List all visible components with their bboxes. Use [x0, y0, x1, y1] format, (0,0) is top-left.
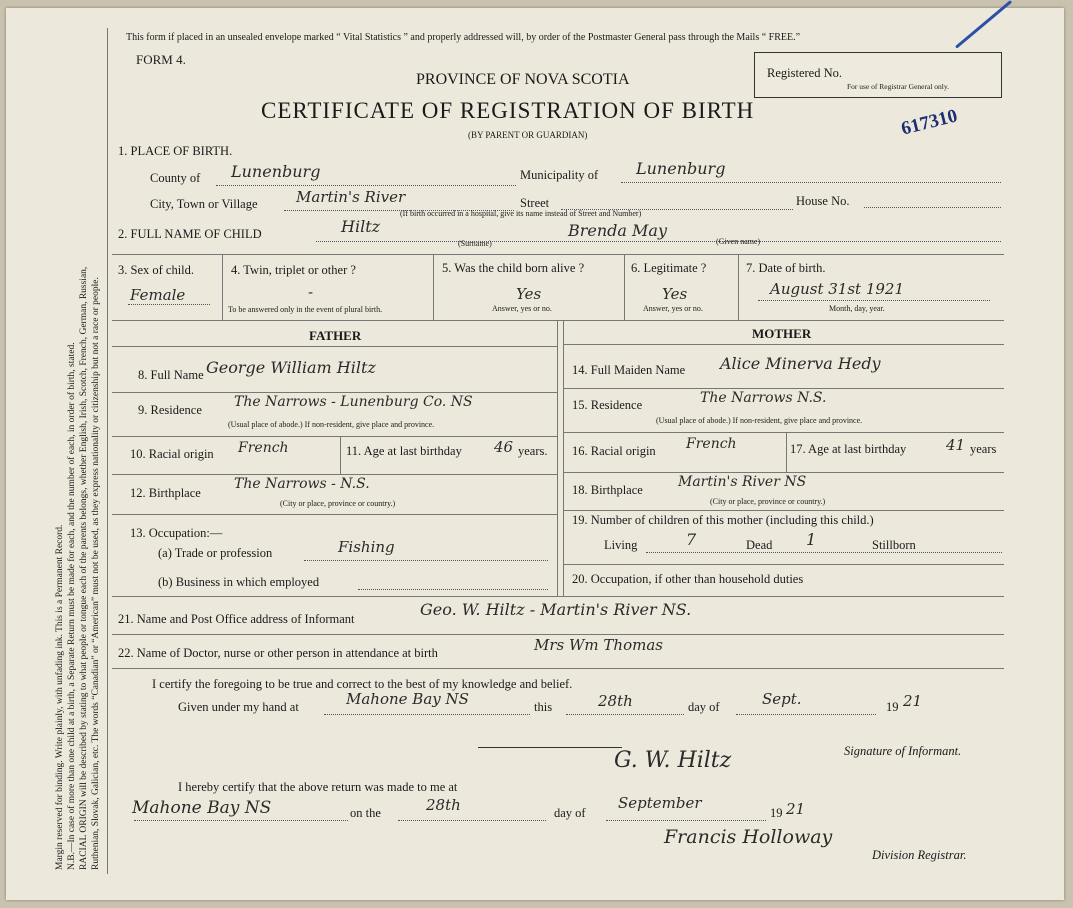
mother-residence-value: The Narrows N.S. — [700, 390, 827, 406]
margin-note-2: N.B.—In case of more than one child at a birth, a Separate Return must be made for each, and the number of each, in order of birth, stated. — [67, 342, 77, 870]
mother-race-value: French — [686, 436, 737, 452]
city-value: Martin's River — [296, 188, 406, 206]
children-label: 19. Number of children of this mother (including this child.) — [572, 513, 874, 527]
margin-rule — [107, 28, 108, 874]
dob-value: August 31st 1921 — [770, 280, 905, 298]
registrar-signature-label: Division Registrar. — [872, 848, 967, 862]
given-note: (Given name) — [716, 237, 761, 246]
surname-note: (Surname) — [458, 239, 492, 248]
registered-label: Registered No. — [767, 66, 842, 80]
trade-value: Fishing — [338, 538, 395, 556]
dob-label: 7. Date of birth. — [746, 261, 826, 275]
twin-value: - — [308, 283, 314, 301]
father-residence-label: 9. Residence — [138, 403, 202, 417]
informant-label: 21. Name and Post Office address of Informant — [118, 612, 355, 626]
legitimate-value: Yes — [662, 285, 688, 303]
margin-note-3: RACIAL ORIGIN will be described by stating to what people or tongue each of the parents belongs, whether English, Irish, Scotch, French, German, Russian, — [79, 266, 89, 870]
certify-day-value: 28th — [598, 692, 633, 710]
occupation-label: 13. Occupation:— — [130, 526, 223, 540]
certify-dayof-label: day of — [688, 700, 720, 714]
mother-birthplace-note: (City or place, province or country.) — [710, 497, 826, 506]
province-heading: PROVINCE OF NOVA SCOTIA — [416, 71, 630, 88]
mother-birthplace-label: 18. Birthplace — [572, 483, 643, 497]
mother-heading: MOTHER — [752, 326, 812, 341]
municipality-label: Municipality of — [520, 168, 599, 182]
business-label: (b) Business in which employed — [158, 575, 320, 589]
certificate-sheet — [6, 8, 1064, 900]
given-place-value: Mahone Bay NS — [346, 690, 469, 708]
father-residence-value: The Narrows - Lunenburg Co. NS — [234, 394, 473, 410]
registrar-note: For use of Registrar General only. — [847, 82, 949, 91]
registrar-dayof-label: day of — [554, 806, 586, 820]
born-alive-label: 5. Was the child born alive ? — [442, 261, 585, 275]
mother-residence-note: (Usual place of abode.) If non-resident, give place and province. — [656, 416, 863, 425]
sex-label: 3. Sex of child. — [118, 263, 195, 277]
born-alive-value: Yes — [516, 285, 542, 303]
certify-year-value: 21 — [903, 692, 923, 710]
informant-signature: G. W. Hiltz — [614, 748, 732, 773]
father-heading: FATHER — [309, 328, 362, 343]
check-mark-icon — [955, 0, 1012, 49]
certify-year-prefix: 19 — [886, 700, 899, 714]
postal-notice: This form if placed in an unsealed envelope marked “ Vital Statistics ” and properly addressed will, by order of the Postmaster General pass through the Mails “ FREE.” — [126, 32, 801, 43]
father-race-value: French — [238, 440, 289, 456]
doctor-value: Mrs Wm Thomas — [534, 636, 663, 654]
house-label: House No. — [796, 194, 850, 208]
mother-name-value: Alice Minerva Hedy — [720, 354, 881, 373]
informant-signature-label: Signature of Informant. — [844, 744, 962, 758]
registrar-day-value: 28th — [426, 796, 461, 814]
father-birthplace-note: (City or place, province or country.) — [280, 499, 396, 508]
street-label: Street — [520, 196, 550, 210]
twin-label: 4. Twin, triplet or other ? — [231, 263, 356, 277]
mother-birthplace-value: Martin's River NS — [678, 474, 807, 490]
child-given-name: Brenda May — [568, 221, 668, 240]
registrar-statement: I hereby certify that the above return was made to me at — [178, 780, 458, 794]
living-value: 7 — [686, 530, 697, 549]
dob-note: Month, day, year. — [829, 304, 885, 313]
father-years-label: years. — [518, 444, 548, 458]
hospital-note: (If birth occurred in a hospital, give its name instead of Street and Number) — [400, 209, 642, 218]
place-heading: 1. PLACE OF BIRTH. — [118, 144, 233, 158]
registrar-year-value: 21 — [786, 800, 806, 818]
father-birthplace-value: The Narrows - N.S. — [234, 476, 370, 492]
father-residence-note: (Usual place of abode.) If non-resident, give place and province. — [228, 420, 435, 429]
born-alive-note: Answer, yes or no. — [492, 304, 552, 313]
margin-note-1: Margin reserved for binding. Write plainly, with unfading ink. This is a Permanent Record. — [55, 524, 65, 870]
legitimate-label: 6. Legitimate ? — [631, 261, 707, 275]
margin-note-4: Ruthenian, Slovak, Galician, etc. The words “Canadian” or “American” must not be used, as they express nationality or citizenship but not a race or people. — [91, 277, 101, 870]
registration-stamp: 617310 — [899, 105, 960, 140]
registrar-year-prefix: 19 — [770, 806, 783, 820]
father-race-label: 10. Racial origin — [130, 447, 214, 461]
registrar-month-value: September — [618, 794, 702, 812]
county-label: County of — [150, 171, 201, 185]
mother-age-label: 17. Age at last birthday — [790, 442, 907, 456]
living-label: Living — [604, 538, 638, 552]
father-age-label: 11. Age at last birthday — [346, 444, 462, 458]
father-name-label: 8. Full Name — [138, 368, 204, 382]
page-title: CERTIFICATE OF REGISTRATION OF BIRTH — [261, 98, 755, 123]
child-name-label: 2. FULL NAME OF CHILD — [118, 227, 262, 241]
city-label: City, Town or Village — [150, 197, 258, 211]
mother-residence-label: 15. Residence — [572, 398, 643, 412]
legitimate-note: Answer, yes or no. — [643, 304, 703, 313]
registrar-signature: Francis Holloway — [664, 826, 833, 848]
father-age-value: 46 — [494, 438, 514, 456]
stillborn-label: Stillborn — [872, 538, 916, 552]
mother-age-value: 41 — [946, 436, 966, 454]
father-birthplace-label: 12. Birthplace — [130, 486, 201, 500]
mother-occupation-label: 20. Occupation, if other than household duties — [572, 572, 804, 586]
doctor-label: 22. Name of Doctor, nurse or other person in attendance at birth — [118, 646, 438, 660]
county-value: Lunenburg — [231, 162, 321, 181]
child-surname: Hiltz — [341, 217, 381, 236]
mother-name-label: 14. Full Maiden Name — [572, 363, 686, 377]
dead-label: Dead — [746, 538, 773, 552]
certify-statement: I certify the foregoing to be true and correct to the best of my knowledge and belief. — [152, 677, 573, 691]
father-name-value: George William Hiltz — [206, 358, 376, 377]
twin-note: To be answered only in the event of plural birth. — [228, 305, 383, 314]
mother-race-label: 16. Racial origin — [572, 444, 656, 458]
registrar-place-value: Mahone Bay NS — [132, 798, 272, 818]
registrar-on-label: on the — [350, 806, 381, 820]
trade-label: (a) Trade or profession — [158, 546, 273, 560]
sex-value: Female — [130, 286, 186, 304]
registered-box — [754, 52, 1002, 98]
mother-years-label: years — [970, 442, 997, 456]
municipality-value: Lunenburg — [636, 159, 726, 178]
page-subtitle: (BY PARENT OR GUARDIAN) — [468, 130, 588, 140]
certify-month-value: Sept. — [762, 690, 802, 708]
dead-value: 1 — [806, 530, 817, 549]
form-number: FORM 4. — [136, 52, 186, 67]
informant-value: Geo. W. Hiltz - Martin's River NS. — [420, 600, 692, 619]
given-under-label: Given under my hand at — [178, 700, 299, 714]
this-label: this — [534, 700, 553, 714]
